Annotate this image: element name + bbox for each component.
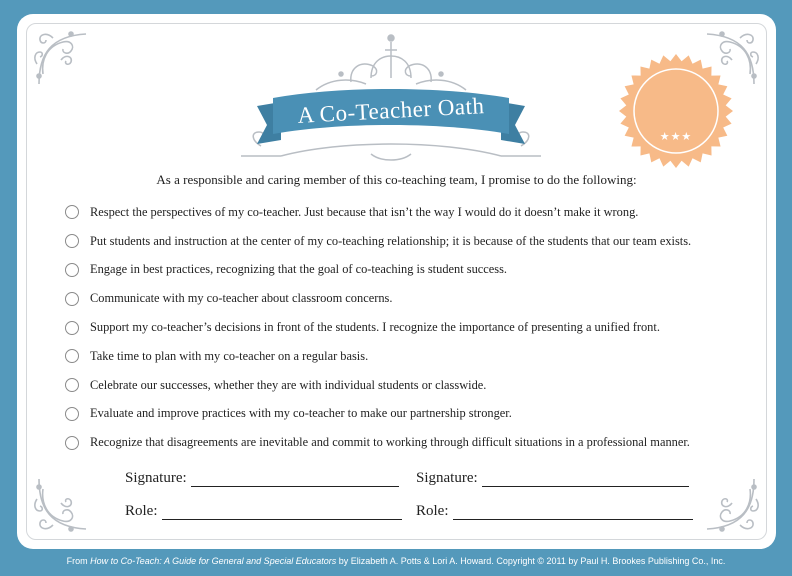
- oath-radio[interactable]: [65, 436, 79, 450]
- oath-radio[interactable]: [65, 407, 79, 421]
- title-banner: [221, 28, 561, 168]
- signature-row-right: [416, 469, 689, 487]
- signature-line-right[interactable]: [482, 469, 689, 487]
- role-row-left: [125, 502, 402, 520]
- seal-icon: [617, 52, 735, 170]
- copyright-footer: [0, 556, 792, 566]
- oath-radio[interactable]: [65, 349, 79, 363]
- oath-item: [65, 400, 765, 429]
- signature-label: Signature:: [125, 470, 187, 486]
- footer-suffix: by Elizabeth A. Potts & Lori A. Howard. Copyright © 2011 by Paul H. Brookes Publishing Co., Inc.: [336, 556, 726, 566]
- oath-item: [65, 256, 765, 285]
- role-line-right[interactable]: [453, 502, 693, 520]
- oath-item-text: Respect the perspectives of my co-teacher. Just because that isn’t the way I would do it doesn’t make it wrong.: [90, 204, 639, 219]
- oath-item-text: Celebrate our successes, whether they are with individual students or classwide.: [90, 377, 487, 392]
- signature-line-left[interactable]: [191, 469, 399, 487]
- oath-item: [65, 227, 765, 256]
- oath-item-text: Take time to plan with my co-teacher on a regular basis.: [90, 348, 369, 363]
- document-title: A Co-Teacher Oath: [296, 93, 485, 128]
- corner-flourish-bottom-right: [692, 469, 762, 539]
- oath-item-text: Recognize that disagreements are inevitable and commit to working through difficult situations in a professional manner.: [90, 435, 690, 450]
- oath-radio[interactable]: [65, 292, 79, 306]
- signature-label: Signature:: [416, 470, 478, 486]
- seal-stars: ★★★: [659, 130, 693, 143]
- oath-card: [17, 14, 776, 549]
- oath-item: [65, 198, 765, 227]
- footer-prefix: From: [66, 556, 91, 566]
- role-label: Role:: [125, 503, 158, 519]
- oath-item-text: Support my co-teacher’s decisions in front of the students. I recognize the importance of presenting a unified front.: [90, 320, 660, 335]
- oath-item-text: Communicate with my co-teacher about classroom concerns.: [90, 291, 393, 306]
- oath-item: [65, 342, 765, 371]
- role-label: Role:: [416, 503, 449, 519]
- role-row-right: [416, 502, 693, 520]
- oath-radio[interactable]: [65, 263, 79, 277]
- oath-list: [65, 198, 765, 457]
- oath-radio[interactable]: [65, 321, 79, 335]
- oath-item-text: Put students and instruction at the center of my co-teaching relationship; it is because of the students that our team exists.: [90, 233, 692, 248]
- footer-book-title: How to Co-Teach: A Guide for General and Special Educators: [90, 556, 337, 566]
- oath-item-text: Evaluate and improve practices with my co-teacher to make our partnership stronger.: [90, 406, 512, 421]
- oath-intro: As a responsible and caring member of this co-teaching team, I promise to do the following:: [156, 172, 637, 187]
- oath-radio[interactable]: [65, 378, 79, 392]
- role-line-left[interactable]: [162, 502, 402, 520]
- corner-flourish-bottom-left: [31, 469, 101, 539]
- oath-radio[interactable]: [65, 234, 79, 248]
- oath-radio[interactable]: [65, 205, 79, 219]
- oath-item: [65, 313, 765, 342]
- oath-item: [65, 371, 765, 400]
- corner-flourish-top-left: [31, 24, 101, 94]
- signature-row-left: [125, 469, 399, 487]
- seal-badge: [617, 52, 735, 170]
- oath-item: [65, 284, 765, 313]
- oath-item-text: Engage in best practices, recognizing that the goal of co-teaching is student success.: [90, 262, 508, 277]
- oath-item: [65, 428, 765, 457]
